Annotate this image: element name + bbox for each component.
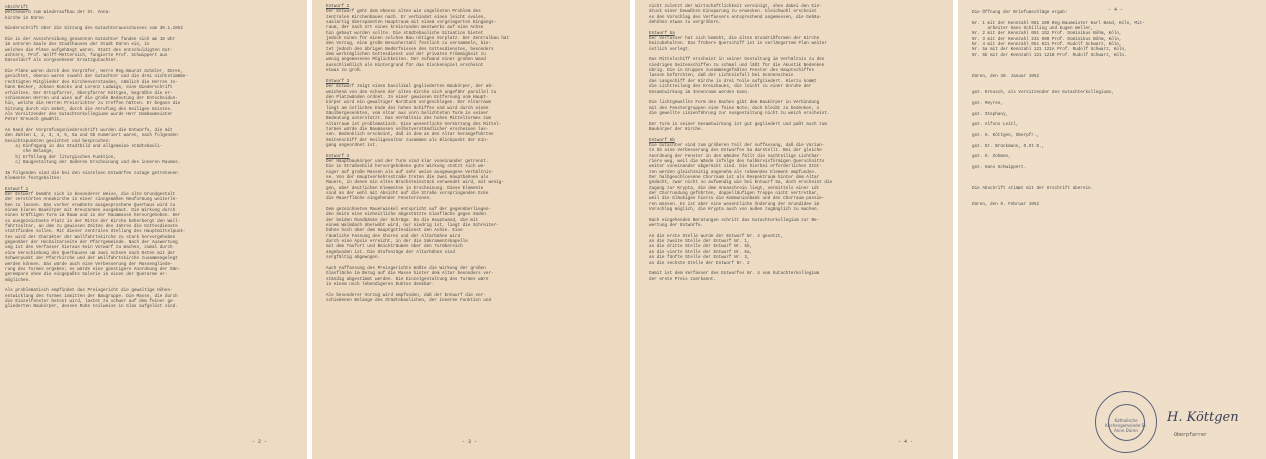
page-body bbox=[326, 4, 620, 303]
text-line: im unteren Saale des Stadthauses der Stadt Düren ein, in bbox=[5, 42, 150, 48]
text-line: den Platzwänden ordnet. In einer gewissen Entfernung vom Haupt- bbox=[326, 94, 489, 100]
text-line: Auch Auffassung des Preisgerichts müßte die Wirkung der großen bbox=[326, 265, 486, 271]
document-page-2 bbox=[312, 0, 630, 459]
text-line: einem Walmdach überwöbt wird, nur niedrig ist, liegt die Schreiter- bbox=[326, 223, 499, 229]
page-body bbox=[5, 5, 297, 310]
text-line: gez. Meyres, bbox=[972, 100, 1003, 106]
text-line: Vorschlag möglich, die Krypta auch von außen zugänglich zu machen. bbox=[649, 207, 820, 213]
page-body bbox=[972, 7, 1256, 208]
text-line: die Mauerfläche eingehender Fensterzonen. bbox=[326, 196, 432, 202]
text-line: Seitenschiff der Heiligenaltar zusammen als Blickpunkt der Ein- bbox=[326, 137, 489, 143]
text-line: hann Becker, Johann Koncks und Lorenz Ludwigs, eine Niederschrift bbox=[5, 85, 173, 91]
text-line: liegt am östlichen Ende des hohen Schiffes und wird durch einen bbox=[326, 105, 489, 111]
text-line: gen, aber deutlichen Elementen in Erscheinung. Diese Elemente bbox=[326, 185, 484, 191]
text-line: räumliche Fassung des Chores und der Altarbühne wird bbox=[326, 233, 461, 239]
text-line: erhielten. Der Ortspfarrer, Oberpfarrer Köttgen, begrüßte die er- bbox=[5, 90, 173, 96]
text-line: Zugang zur Krypta, die dem Annaschrein liegt, vermittels einer Ldt bbox=[649, 185, 820, 191]
text-line: arbeiter Hans Schilling und Eugen Weller, bbox=[972, 26, 1094, 32]
text-line: dem werktäglichen Gottesdienst und der privaten Frömmigkeit zu bbox=[326, 52, 486, 58]
text-line: der erste Preis zuerkannt. bbox=[649, 276, 717, 282]
text-line: kirche in Düren bbox=[5, 15, 44, 21]
text-line: entwicklung des Turmes inmitten der Baugruppe. Die Masse, die durch bbox=[5, 293, 178, 299]
text-line: ausschließlich als Hintergrund für das Glockenspiel erscheint bbox=[326, 62, 484, 68]
text-line: das Langschiff der Kirche in drei Teile aufgliedert. Hierzu kommt bbox=[649, 78, 817, 84]
text-line: dehöhen etwas zu vergrößern. bbox=[649, 20, 722, 26]
text-line: werden können. Das würde auch eine Verbesserung der Massengliede- bbox=[5, 261, 173, 267]
page-number: - 3 - bbox=[462, 438, 478, 445]
text-line: lassen befürchten, daß der Lichteinfall bei Sonnenschein bbox=[649, 73, 794, 79]
text-line: ung ist den Verfasser hieraus kein Vorwurf zu machen, zumal durch bbox=[5, 245, 173, 251]
text-line: Als problematisch empfindet das Preisgericht die gewaltige Höhen- bbox=[5, 288, 173, 294]
text-line: schienenen Herren und wies auf die große Bedeutung der Entscheidun- bbox=[5, 95, 178, 101]
text-line: a) Einfügung in das Stadtbild und allgemeine städtebauli- bbox=[5, 143, 163, 149]
text-line: Der halbgeschlossene Chorraum ist als Respektraum hinter dem Altar bbox=[649, 175, 820, 180]
text-line: sen. Bedenklich erscheint, daß in dem an den Altar herangeführten bbox=[326, 132, 494, 138]
text-line: niger auf große Massen als auf sehr weise ausgewogene Verhältnis- bbox=[326, 169, 494, 175]
text-line: gez. Stephany, bbox=[972, 111, 1009, 117]
text-line: Nr. 3 mit der Kennzahl 231 080 Prof. Dominikus Böhm, Köln, bbox=[972, 36, 1122, 42]
text-line: den Seite eine einheitliche abgestützte Glasfläche gegen Süden bbox=[326, 212, 486, 218]
text-line: ständig abgestimmt werden. Die Einzelgestaltung des Turmes wäre bbox=[326, 276, 489, 282]
text-line: Der Verfasser hat sich bemüht, die alten Grundrißformen der Kirche bbox=[649, 36, 820, 42]
text-line: in einem noch lebendigeren Duktus denkbar. bbox=[326, 281, 435, 287]
signatory-role: Oberpfarrer bbox=[1174, 432, 1208, 438]
text-line: jedoch einen für einen solchen Bau nötigen Vorplatz. Der Zentralbau hat bbox=[326, 36, 510, 42]
text-line: Gesamtwirkung im Innenraum werden kann. bbox=[649, 89, 750, 95]
text-line: saalartig überspannten Hauptraum mit einem vorgelagerten Eingangs- bbox=[326, 20, 497, 26]
text-line: Bedeutung unterstützt. Das Verhältnis des hohen Mittelturmes zum bbox=[326, 116, 492, 122]
text-line: Der Hauptbaukörper und der Turm sind klar voneinander getrennt. bbox=[326, 158, 489, 164]
text-line: Elemente festgehalten: bbox=[5, 176, 62, 181]
section-heading: Entwurf 5b bbox=[649, 137, 675, 143]
section-heading: Entwurf 4 bbox=[326, 153, 350, 159]
section-heading: Entwurf 3 bbox=[326, 78, 350, 84]
text-line: Als besonderer Vorzug wird empfunden, daß der Entwurf die ver- bbox=[326, 292, 486, 298]
text-line: fahrtsaltar, an dem zu gewissen Zeiten des Jahres die Gottesdienste bbox=[5, 224, 178, 230]
text-line: Der Entwurf zeigt einen basilikal gegliederten Baukörper, der ab- bbox=[326, 84, 494, 90]
text-line: sorgfältig abgewogen. bbox=[326, 255, 381, 261]
page-body bbox=[649, 4, 943, 282]
text-line: weichend von den Achsen der alten Kirche sich ungefähr parallel zu bbox=[326, 89, 497, 95]
text-line: die Lichtteilung des Kreuzbaues, die leicht zu einer Unruhe der bbox=[649, 84, 812, 90]
text-line: Nr. 5b mit der Kennzahl 121 121B Prof. Rudolf Schwarz, Köln. bbox=[972, 52, 1127, 58]
text-line: Der Entwurf bemüht sich in besonderer Weise, die alte Grundgestalt bbox=[5, 192, 176, 198]
text-line: tes wird der Charakter der Wallfahrtskirche zu stark hervorgehoben bbox=[5, 234, 176, 240]
text-line: zen werden gleichzeitig angenehm als rahmendes Element empfunden. bbox=[649, 169, 817, 175]
text-line: Schwerpunkt der Pfarrkirche und der Wallfahrtskirche zusammengelegt bbox=[5, 256, 178, 262]
text-line: gang angeordnet ist. bbox=[326, 142, 378, 148]
text-line: einen kräftigen Turm im Raum und in der Raummasse hervorgehoben. Der bbox=[5, 213, 181, 219]
document-page-1 bbox=[0, 0, 307, 459]
text-line: gez. Dr. Brückmann, O.St.D., bbox=[972, 143, 1045, 149]
text-line: durch eine Apsis erreicht, in der die Sakramentskapelle bbox=[326, 239, 468, 245]
text-line: bühne hoch über dem Hauptgottesdienst den Achse. Eine bbox=[326, 228, 463, 234]
text-line: mit den Fenstergruppen eine feine Note; doch bleibt zu bedenken, o bbox=[649, 105, 820, 111]
text-line: Mauern, in denen ein altes Bruchsteinstück verwendet wird, mit wenig- bbox=[326, 180, 504, 186]
section-heading: Abschrift bbox=[5, 5, 29, 10]
text-line: Die Gutachter sind zum größeren Teil der Auffassung, daß die Varian- bbox=[649, 142, 825, 148]
text-line: weiter voneinander abgerückt sind. Die hierbei erforderlichen Stüt- bbox=[649, 164, 822, 170]
text-line: Dem gezeichneten Mauerwinkel entspricht auf der gegenüberliegen- bbox=[326, 207, 492, 213]
text-line: druck einer bewußten Einsparung zu erwecken. Gleichwohl erscheint bbox=[649, 9, 817, 15]
text-line: gedacht, zwar nicht so aufwendig wie bei Entwurf 5a, doch erscheint die bbox=[649, 180, 833, 186]
text-line: gez. Alfons Leitl, bbox=[972, 122, 1019, 128]
text-line: Säulbergesenkten, vom Altar aus vorn belichteten Turm in seiner bbox=[326, 110, 489, 116]
section-heading: Entwurf 2 bbox=[326, 4, 350, 9]
text-line: Nr. 2 mit der Kennzahl 091 152 Prof. Dominikus Böhm, Köln, bbox=[972, 31, 1122, 37]
text-line: ren müssen. Es ist aber eine wesentliche Änderung der Grundidee im bbox=[649, 201, 820, 207]
text-line: an die zweite Stelle der Entwurf Nr. 1, bbox=[649, 239, 750, 245]
text-line: Die lichtgewellte Form des Daches gibt dem Baukörper in Verbindung bbox=[649, 100, 820, 106]
text-line: Die in Straßenbild hervorgehobene gute Wirkung stützt sich we- bbox=[326, 164, 486, 170]
text-line: rung des Turmes ergeben; es würde eine günstigere Anordnung der Sän- bbox=[5, 266, 181, 272]
text-line: der beiden Rundbänke der Schräge. Da die Hauptwand, die mit bbox=[326, 217, 479, 223]
text-line: Peter Kreusch gewählt. bbox=[5, 117, 62, 123]
text-line: se. Von der Hauptverkehrsstraße treten die zwei Hauptbahnen als bbox=[326, 175, 489, 180]
text-line: tet jedoch den übrigen Bedürfnissen des Gottesdienstes, besonders bbox=[326, 46, 494, 52]
text-line: Altarraum ist problematisch. Eine wesentliche Verkürzung des Mittel- bbox=[326, 121, 502, 127]
text-line: welchen die Pläne aufgehängt waren. Statt des entschuldigten Gut- bbox=[5, 47, 173, 53]
text-line: an die fünfte Stelle der Entwurf Nr. 3, bbox=[649, 255, 750, 261]
text-line: Die Abschrift stimmt mit der Urschrift überein. bbox=[972, 186, 1094, 192]
text-line: Glasfläche im Bezug auf die Masse hinter dem Altar besonders ver- bbox=[326, 271, 494, 277]
text-line: Der Entwurf geht dem ebenso alten wie ungelösten Problem des bbox=[326, 9, 481, 15]
text-line: c) Baugestaltung der äußeren Erscheinung und des inneren Raumes. bbox=[5, 159, 181, 165]
text-line: der Chorrundung geführten, doppelläufigen Treppe nicht vertretbar, bbox=[649, 191, 820, 197]
text-line: der zerstörten Annakirche in einer sinngemäßen Neuformung weiterle- bbox=[5, 197, 178, 203]
text-line: übrig. Die in Gruppen zusammengefaßten Fenster des Hauptschiffes bbox=[649, 68, 815, 74]
text-line: die Einzelfenster betont wird, lastet zu schwer auf dem feiner ge- bbox=[5, 298, 176, 304]
page-number: - 2 - bbox=[251, 438, 267, 445]
handwritten-signature: H. Köttgen bbox=[1167, 410, 1239, 425]
text-line: sind an der wohl mit Absicht auf die Straße vorspringenden Ecke bbox=[326, 191, 489, 197]
text-line: zentralen Kirchenbaues nach. Er verbindet einen leicht ovalen, bbox=[326, 14, 486, 20]
text-line: an die vierte Stelle der Entwurf Nr. 5a, bbox=[649, 249, 753, 255]
text-line: Düren, den 30. Januar 1952 bbox=[972, 74, 1040, 80]
text-line: schiedenen Belange des Städtebaulichen, der inneren Funktion und bbox=[326, 297, 492, 303]
stamp-text: Katholische Kirchengemeinde St. Anne Düren bbox=[1105, 418, 1147, 433]
text-line: Die Pläne waren durch den Vorprüfer, Herrn Reg.Baurat Schüler, Düren, bbox=[5, 69, 183, 75]
text-line: einem klaren Baukörper mit Kreuzarmen ausgebaut. Die Wirkung durch bbox=[5, 208, 176, 214]
text-line: Nr. 5a mit der Kennzahl 121 121A Prof. Rudolf Schwarz, Köln, bbox=[972, 47, 1127, 53]
text-line: körper wird ein gewaltiger Nordturm vorgeschlagen. Der Altarraum bbox=[326, 100, 492, 106]
text-line: wenig angemessene Möglichkeiten. Der Aufwand einer großen Wand bbox=[326, 57, 486, 63]
text-line: che Belange, bbox=[5, 149, 54, 155]
text-line: turmes würde die Baumassen selbstverständlicher erscheinen las- bbox=[326, 126, 489, 132]
document-page-4 bbox=[958, 0, 1266, 459]
text-line: so ausgezeichnete Platz in der Mitte der Kirche beherbergt den Wall- bbox=[5, 218, 181, 224]
text-line: weil die Gläubigen hierzu die Kommunionbank und den Chorraum passie- bbox=[649, 196, 825, 202]
text-line: Gesichtspunkten gesichtet und besprochen: bbox=[5, 138, 111, 144]
text-line: den Vorzug, eine große Besucherzahl festlich zu versammeln, bie- bbox=[326, 41, 492, 47]
text-line: angebunden ist. Die Stufenzüge der Altarbühne sind bbox=[326, 249, 455, 255]
text-line: te 5b eine Verbesserung des Entwurfes 5a darstellt. Bei der gleiche bbox=[649, 148, 822, 154]
text-line: niedrigen Seitenschiffen zu schmal und läßt für die Akustik Bedenken bbox=[649, 62, 825, 68]
text-line: es den Vorschlag des Verfassers entsprechend angemessen, die Gebäu- bbox=[649, 14, 822, 20]
text-line: beizubehalten. Das frühere Querschiff ist in verlängertem Plan weiter bbox=[649, 41, 827, 47]
text-line: möglichen. bbox=[5, 277, 31, 283]
text-line: Düsseldorf als vorgesehener Ersatzgutachter. bbox=[5, 58, 119, 64]
text-line: riere weg, weil die Wände infolge des halbkreisförmigen Querschnitts bbox=[649, 158, 825, 164]
text-line: gez. Hans Schwippert. bbox=[972, 164, 1027, 170]
text-line: Nach eingehenden Beratungen schritt das Gutachterkollegium zur Be- bbox=[649, 217, 820, 223]
page-number: - 4 - bbox=[1108, 7, 1124, 13]
text-line: ben zu lassen. Das vorher erwähnte ausgesprochene Querhaus wird zu bbox=[5, 202, 176, 208]
text-line: stattfinden sollen. Mit dieser zentralen Stellung des Hauptmittelpunk- bbox=[5, 229, 186, 235]
text-line: Das Mittelschiff erscheint in seiner Gestaltung im Verhältnis zu den bbox=[649, 57, 825, 63]
text-line: raum, der nach Art eines kreisrunden Westwerks auf eine Achse bbox=[326, 25, 484, 31]
text-line: hin, welche die Herren Preisrichter zu treffen hätten. Er begann die bbox=[5, 101, 181, 107]
text-line: eine Verschiebung des Querhauses um zwei Achsen nach Osten mit der bbox=[5, 250, 176, 256]
text-line: Baukörper der Kirche. bbox=[649, 126, 704, 132]
text-line: die gewellte Linienführung zur Ausgestaltung nicht zu weich erscheint. bbox=[649, 110, 830, 116]
text-line: östlich verlegt. bbox=[649, 46, 691, 52]
text-line: Anordnung der Fenster in den Wänden fällt die nachteilige Lichtbar- bbox=[649, 153, 822, 159]
text-line: gesichtet, ebenso waren sowohl der Gutachter und die drei nichtstimmbe- bbox=[5, 74, 189, 80]
text-line: Damit ist dem Verfasser des Entwurfes Nr. 4 vom Gutachterkollegium bbox=[649, 271, 820, 277]
text-line: Nr. 4 mit der Kennzahl 051 021 Prof. Rudolf Schwarz, Köln, bbox=[972, 42, 1122, 48]
section-heading: Entwurf 5a bbox=[649, 30, 675, 36]
text-line: Sitzung durch ein Gebet, durch die Anrufung des Heiligen Geistes. bbox=[5, 106, 173, 112]
text-line: wertung der Entwürfe. bbox=[649, 223, 704, 229]
text-line: achters, Prof. Wolff-Metternich, fungierte Prof. Schwippert aus bbox=[5, 53, 168, 59]
text-line: gez. H. Köttgen, Oberpfr., bbox=[972, 132, 1040, 138]
text-line: nicht zuletzt der Wirtschaftlichkeit vereinigt, ohne dabei den Ein- bbox=[649, 4, 822, 9]
text-line: gez. Kreusch, als Vorsitzender des Gutachterkollegiums, bbox=[972, 90, 1114, 96]
text-line: Wettbewerb zum Wiederaufbau der St. Anna- bbox=[5, 10, 111, 16]
text-line: gegenüber der Hochaltarseite der Pfarrgemeinde. Nach der Auswertung bbox=[5, 240, 178, 246]
document-page-3 bbox=[635, 0, 953, 459]
text-line: An die erste Stelle wurde der Entwurf Nr. 4 gesetzt, bbox=[649, 233, 784, 239]
section-heading: Entwurf 1 bbox=[5, 186, 29, 192]
text-line: hin gebaut worden sollte. Die städtebauliche Situation bietet bbox=[326, 30, 484, 36]
text-line: Die in der Ausschreibung genannten Gutachter fanden sich am 10 Uhr bbox=[5, 37, 176, 43]
text-line: an die dritte Stelle der Entwurf Nr. 5b, bbox=[649, 244, 753, 250]
text-line: mit dem Taufort und Beichträumen über den Turmbereich bbox=[326, 244, 463, 250]
text-line: Die Öffnung der Briefumschläge ergab: bbox=[972, 10, 1068, 15]
text-line: an die sechste Stelle der Entwurf Nr. 2 bbox=[649, 260, 750, 266]
text-line: Im folgenden sind die bei den einzelnen Entwürfen zutage getretenen bbox=[5, 170, 178, 176]
text-line: gez. H. Zohmen, bbox=[972, 154, 1011, 160]
text-line: b) Erfüllung der liturgischen Funktion, bbox=[5, 154, 116, 160]
text-line: Nr. 1 mit der Kennzahl 081 100 Reg.Baumeister Karl Band, Köln, Mit- bbox=[972, 20, 1145, 26]
text-line: gerempore ohne die eingepaßte Galerie in einen der Querarme er- bbox=[5, 272, 168, 278]
text-line: An Hand der Vorprüfungsniederschrift wurden die Entwürfe, die mit bbox=[5, 127, 173, 133]
page-number: - 4 - bbox=[897, 438, 913, 445]
text-line: Niederschrift über die Sitzung des Gutachterausschusses vom 30.1.1952 bbox=[5, 26, 183, 32]
text-line: Der Turm in seiner Gesamtwirkung ist gut gegliedert und paßt auch zum bbox=[649, 121, 827, 127]
text-line: den Zahlen 1, 2, 3, 4, 5, 5a und 5b numeriert waren, nach folgenden bbox=[5, 133, 178, 139]
text-line: rechtigten Mitglieder des Kirchenvorstandes, nämlich die Herren Jo- bbox=[5, 79, 178, 85]
text-line: gliederten Baukörper, dessen Ruhe teilweise in Glas aufgelöst sind. bbox=[5, 304, 178, 310]
text-line: Düren, den 9. Februar 1952 bbox=[972, 202, 1040, 208]
text-line: Als Vorsitzender des Gutachterkollegiums wurde Herr Dombaumeister bbox=[5, 111, 173, 117]
text-line: etwas zu groß. bbox=[326, 68, 363, 74]
